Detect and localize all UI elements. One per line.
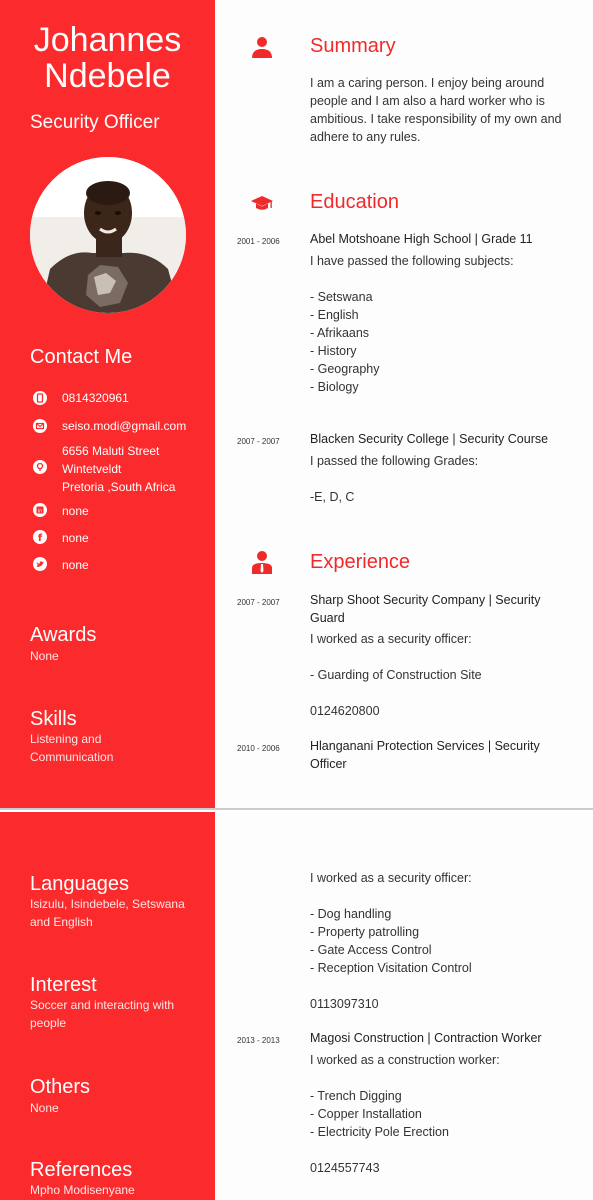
skills-heading: Skills xyxy=(30,708,77,730)
education-date: 2007 - 2007 xyxy=(237,437,280,446)
graduation-cap-icon xyxy=(250,192,274,216)
person-icon xyxy=(250,35,274,59)
experience-heading: Experience xyxy=(310,551,411,573)
facebook-value[interactable]: none xyxy=(62,531,89,545)
skills-text: Listening and Communication xyxy=(30,732,114,764)
address: 6656 Maluti Street Wintetveldt Pretoria ,South Africa xyxy=(62,444,176,494)
worker-icon xyxy=(250,550,274,574)
education-date: 2001 - 2006 xyxy=(237,237,280,246)
experience-date: 2010 - 2006 xyxy=(237,744,280,753)
awards-heading: Awards xyxy=(30,624,97,646)
linkedin-icon xyxy=(33,503,47,517)
others-text: None xyxy=(30,1101,59,1115)
person-photo-icon xyxy=(30,157,186,313)
facebook-icon xyxy=(33,530,47,544)
experience-details: I worked as a construction worker: - Trench Digging - Copper Installation - Electricity Pole Erection 0124557743 xyxy=(310,1053,500,1175)
awards-text: None xyxy=(30,649,59,663)
education-details: I passed the following Grades: -E, D, C xyxy=(310,454,479,504)
education-title: Blacken Security College | Security Course xyxy=(310,432,549,446)
experience-date: 2013 - 2013 xyxy=(237,1036,280,1045)
page-gap xyxy=(0,810,593,812)
languages-heading: Languages xyxy=(30,873,129,895)
experience-title: Sharp Shoot Security Company | Security Guard xyxy=(310,593,541,625)
interest-heading: Interest xyxy=(30,974,97,996)
candidate-name: Johannes Ndebele xyxy=(33,21,182,95)
education-heading: Education xyxy=(310,191,399,213)
job-title: Security Officer xyxy=(30,112,160,133)
experience-title: Magosi Construction | Contraction Worker xyxy=(310,1031,542,1045)
summary-text: I am a caring person. I enjoy being around people and I am also a hard worker who is ambitious. I take responsibility of my own and adhere to any rules. xyxy=(310,76,562,144)
email-icon xyxy=(33,419,47,433)
references-text: Mpho Modisenyane xyxy=(30,1183,135,1197)
experience-details: I worked as a security officer: - Dog handling - Property patrolling - Gate Access Control - Reception Visitation Control 0113097310 xyxy=(310,871,472,1011)
interest-text: Soccer and interacting with people xyxy=(30,998,175,1030)
email-address[interactable]: seiso.modi@gmail.com xyxy=(62,419,187,433)
education-title: Abel Motshoane High School | Grade 11 xyxy=(310,232,533,246)
location-pin-icon xyxy=(33,460,47,474)
experience-title: Hlanganani Protection Services | Security Officer xyxy=(310,739,540,771)
twitter-value[interactable]: none xyxy=(62,558,89,572)
phone-number[interactable]: 0814320961 xyxy=(62,391,129,405)
experience-date: 2007 - 2007 xyxy=(237,598,280,607)
languages-text: Isizulu, Isindebele, Setswana and English xyxy=(30,897,185,929)
education-details: I have passed the following subjects: - Setswana - English - Afrikaans - History - Geography - Biology xyxy=(310,254,514,394)
svg-text:f: f xyxy=(37,533,43,544)
linkedin-value[interactable]: none xyxy=(62,504,89,518)
summary-heading: Summary xyxy=(310,35,396,57)
experience-details: I worked as a security officer: - Guarding of Construction Site 0124620800 xyxy=(310,632,482,718)
references-heading: References xyxy=(30,1159,133,1181)
twitter-icon xyxy=(33,557,47,571)
phone-icon xyxy=(33,391,47,405)
profile-photo xyxy=(30,157,186,313)
others-heading: Others xyxy=(30,1076,91,1098)
contact-heading: Contact Me xyxy=(30,346,133,368)
svg-text:in: in xyxy=(37,508,43,515)
